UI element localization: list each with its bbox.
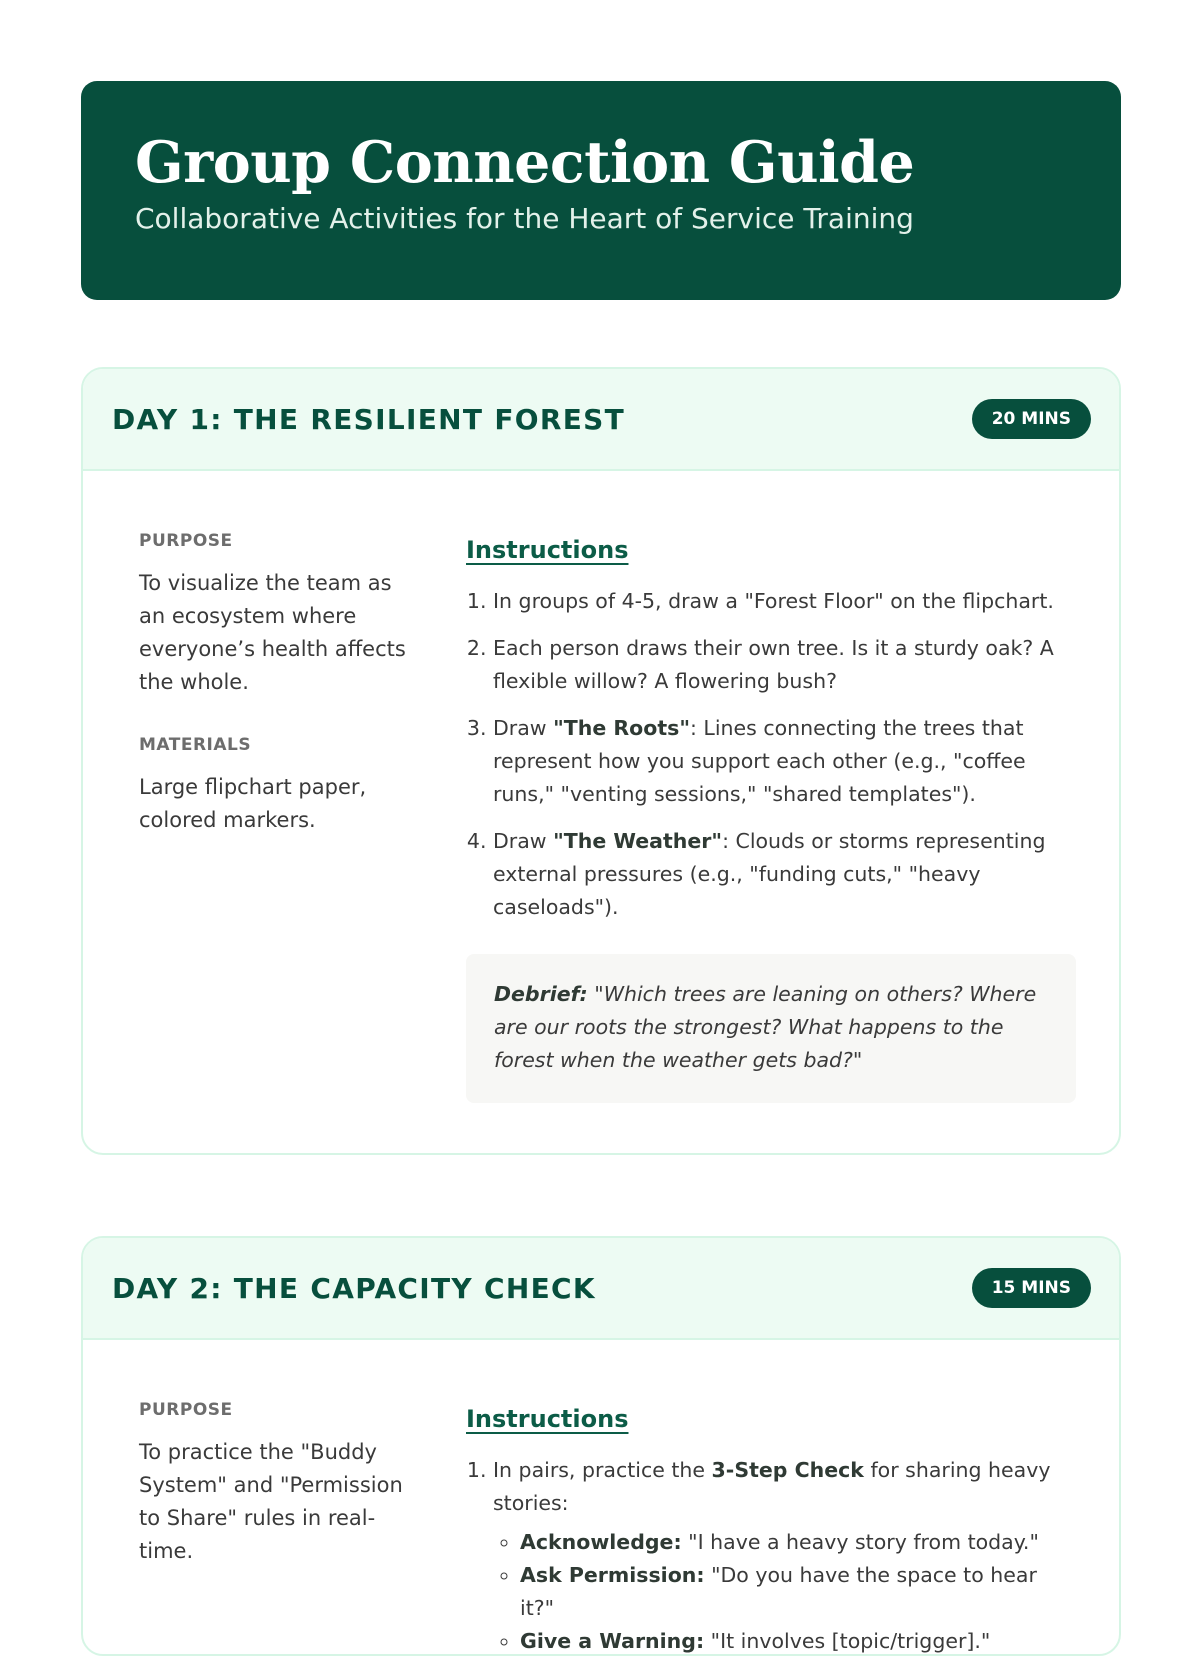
bullet-label: Acknowledge: bbox=[520, 1530, 682, 1554]
bullet-item bbox=[520, 1625, 1076, 1656]
instructions-list bbox=[466, 585, 1076, 924]
instructions-list bbox=[466, 1454, 1076, 1656]
step-text: : Lines connecting the trees that represent how you support each other (e.g., "coffee runs," "venting sessions," "shared templates"). bbox=[493, 716, 1026, 806]
card-header bbox=[83, 369, 1119, 471]
materials-text: Large flipchart paper, colored markers. bbox=[139, 775, 367, 832]
instruction-step bbox=[493, 825, 1076, 924]
debrief-label: Debrief: bbox=[494, 982, 588, 1006]
debrief-text: "Which trees are leaning on others? Where are our roots the strongest? What happens to the forest when the weather gets bad?" bbox=[494, 982, 1037, 1072]
purpose-text: To visualize the team as an ecosystem where everyone’s health affects the whole. bbox=[139, 571, 406, 694]
instruction-step bbox=[493, 632, 1076, 698]
purpose-label: PURPOSE bbox=[139, 1400, 233, 1420]
bullet-text: "Do you have the space to hear it?" bbox=[520, 1563, 1037, 1620]
step-bold: "The Roots" bbox=[553, 716, 690, 740]
card-sidebar bbox=[139, 1398, 409, 1602]
day-title: DAY 2: THE CAPACITY CHECK bbox=[112, 1271, 596, 1305]
materials-label: MATERIALS bbox=[139, 735, 252, 755]
step-bold: "The Weather" bbox=[553, 829, 723, 853]
instructions-section bbox=[466, 1398, 1076, 1656]
purpose-label: PURPOSE bbox=[139, 531, 233, 551]
instructions-heading: Instructions bbox=[466, 1405, 629, 1433]
sub-bullet-list bbox=[493, 1526, 1076, 1656]
purpose-text: To practice the "Buddy System" and "Permission to Share" rules in real-time. bbox=[139, 1440, 403, 1563]
page-title: Group Connection Guide bbox=[135, 129, 915, 196]
bullet-item bbox=[520, 1559, 1076, 1625]
page-subtitle: Collaborative Activities for the Heart of Service Training bbox=[135, 202, 914, 235]
instruction-step bbox=[493, 712, 1076, 811]
step-prefix: Draw bbox=[493, 829, 554, 853]
activity-card-day-1 bbox=[81, 367, 1121, 1155]
duration-badge: 15 MINS bbox=[972, 1268, 1091, 1308]
step-text: : Clouds or storms representing external pressures (e.g., "funding cuts," "heavy caseloads"). bbox=[493, 829, 1046, 919]
instruction-step bbox=[493, 585, 1076, 618]
activity-card-day-2 bbox=[81, 1236, 1121, 1656]
duration-badge: 20 MINS bbox=[972, 399, 1091, 439]
step-bold: 3-Step Check bbox=[711, 1458, 864, 1482]
card-header bbox=[83, 1238, 1119, 1340]
card-sidebar bbox=[139, 529, 409, 871]
bullet-text: "It involves [topic/trigger]." bbox=[704, 1629, 991, 1653]
day-title: DAY 1: THE RESILIENT FOREST bbox=[112, 402, 626, 436]
step-text: Each person draws their own tree. Is it a sturdy oak? A flexible willow? A flowering bush? bbox=[493, 636, 1054, 693]
debrief-box bbox=[466, 954, 1076, 1103]
bullet-item bbox=[520, 1526, 1076, 1559]
instructions-section bbox=[466, 529, 1076, 1103]
bullet-label: Ask Permission: bbox=[520, 1563, 705, 1587]
step-text: for sharing heavy stories: bbox=[493, 1458, 1051, 1515]
instruction-step bbox=[493, 1454, 1076, 1656]
bullet-text: "I have a heavy story from today." bbox=[681, 1530, 1039, 1554]
instructions-heading: Instructions bbox=[466, 536, 629, 564]
step-text: In groups of 4-5, draw a "Forest Floor" on the flipchart. bbox=[493, 589, 1054, 613]
bullet-label: Give a Warning: bbox=[520, 1629, 705, 1653]
step-prefix: Draw bbox=[493, 716, 554, 740]
step-prefix: In pairs, practice the bbox=[493, 1458, 712, 1482]
page-header bbox=[81, 81, 1121, 300]
